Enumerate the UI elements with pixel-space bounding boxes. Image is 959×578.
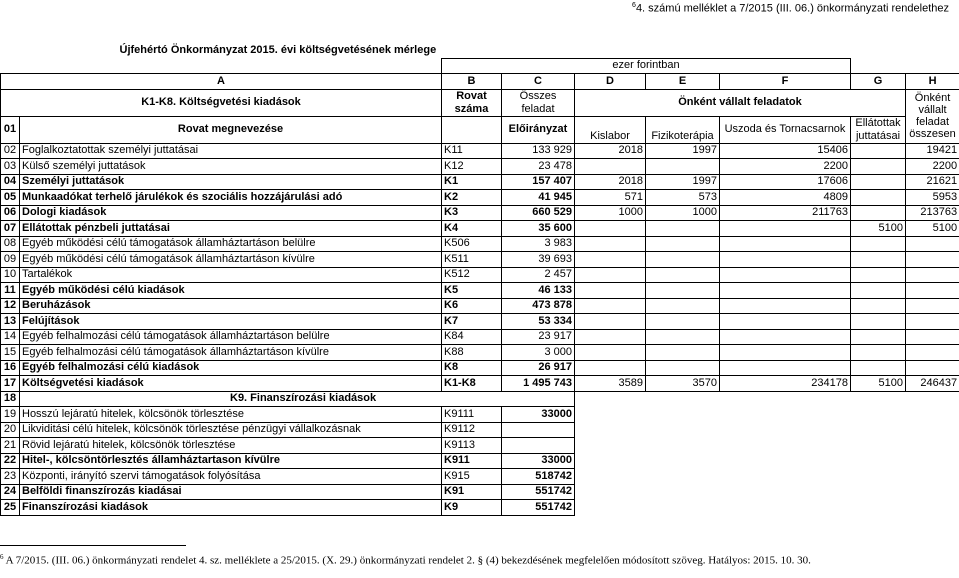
row-code: K9113 [442, 438, 502, 454]
row-name: Egyéb működési célú támogatások államháztartáson belülre [20, 236, 442, 252]
row-code: K1 [442, 174, 502, 190]
row-onkent-total [906, 283, 959, 299]
row-number: 06 [1, 205, 20, 221]
empty-cell [906, 484, 959, 500]
row-code: K84 [442, 329, 502, 345]
row-kislabor: 2018 [575, 174, 646, 190]
empty-cell [906, 407, 959, 423]
row-code: K9112 [442, 422, 502, 438]
row-code: K88 [442, 345, 502, 361]
row-osszes: 133 929 [502, 143, 575, 159]
row-onkent-total [906, 267, 959, 283]
row-uszoda [720, 236, 851, 252]
row-uszoda: 15406 [720, 143, 851, 159]
row-osszes [502, 438, 575, 454]
row-code: K512 [442, 267, 502, 283]
row-code: K7 [442, 314, 502, 330]
row-osszes: 46 133 [502, 283, 575, 299]
row-name: Beruházások [20, 298, 442, 314]
empty-cell [906, 391, 959, 407]
osszes-header: Összes feladat [502, 89, 575, 116]
row-ellatottak [851, 252, 906, 268]
row-number: 05 [1, 190, 20, 206]
row-number: 23 [1, 469, 20, 485]
row-ellatottak [851, 236, 906, 252]
table-row [1, 236, 959, 252]
row-kislabor [575, 159, 646, 175]
footnote-divider [0, 545, 186, 546]
row-name: Hitel-, kölcsöntörlesztés államháztartason kívülre [20, 453, 442, 469]
section-heading: K1-K8. Költségvetési kiadások [1, 89, 442, 116]
rovat-szam-header: Rovat száma [442, 89, 502, 116]
row-ellatottak [851, 329, 906, 345]
row-osszes: 518742 [502, 469, 575, 485]
header-note [632, 2, 949, 15]
row-number: 03 [1, 159, 20, 175]
empty-cell [851, 422, 906, 438]
row-osszes: 2 457 [502, 267, 575, 283]
row-code: K506 [442, 236, 502, 252]
footnote-marker: 6 [0, 553, 4, 561]
empty-cell [646, 391, 720, 407]
row-name: Egyéb működési célú támogatások államháztartáson kívülre [20, 252, 442, 268]
row-number: 24 [1, 484, 20, 500]
empty-cell [720, 422, 851, 438]
col-letter-b: B [442, 74, 502, 90]
empty-cell [720, 453, 851, 469]
col-letter-h: H [906, 74, 959, 90]
row-name: Hosszú lejáratú hitelek, kölcsönök törlesztése [20, 407, 442, 423]
footnote [0, 550, 930, 568]
row-kislabor [575, 314, 646, 330]
ellatottak-header: Ellátottak juttatásai [851, 116, 906, 143]
empty-cell [575, 484, 646, 500]
row-osszes: 53 334 [502, 314, 575, 330]
row-name: Dologi kiadások [20, 205, 442, 221]
row-osszes: 33000 [502, 407, 575, 423]
row-osszes: 39 693 [502, 252, 575, 268]
fizikoterapia-header: Fizikoterápia [646, 116, 720, 143]
uszoda-header: Uszoda és Tornacsarnok [720, 116, 851, 143]
row-uszoda: 4809 [720, 190, 851, 206]
row-kislabor [575, 283, 646, 299]
row-uszoda [720, 329, 851, 345]
row-ellatottak [851, 283, 906, 299]
row-kislabor [575, 221, 646, 237]
row-fizikoterapia: 1997 [646, 174, 720, 190]
kislabor-header: Kislabor [575, 116, 646, 143]
row-name: Egyéb működési célú kiadások [20, 283, 442, 299]
row-osszes: 33000 [502, 453, 575, 469]
row-osszes: 35 600 [502, 221, 575, 237]
table-row [1, 376, 959, 392]
table-row [1, 298, 959, 314]
table-title: Újfehértó Önkormányzat 2015. évi költségvetésének mérlege [119, 43, 437, 56]
rovat-name-header: Rovat megnevezése [20, 116, 442, 143]
empty-cell [646, 469, 720, 485]
row-uszoda [720, 298, 851, 314]
row-onkent-total [906, 345, 959, 361]
row-osszes [502, 422, 575, 438]
row-osszes: 551742 [502, 500, 575, 516]
row-onkent-total [906, 360, 959, 376]
row-osszes: 23 917 [502, 329, 575, 345]
row-fizikoterapia [646, 236, 720, 252]
table-row [1, 283, 959, 299]
row-fizikoterapia [646, 298, 720, 314]
empty-cell [646, 453, 720, 469]
row-ellatottak [851, 190, 906, 206]
row-name: Likviditási célú hitelek, kölcsönök törlesztése pénzügyi vállalkozásnak [20, 422, 442, 438]
row-number: 08 [1, 236, 20, 252]
row-kislabor: 2018 [575, 143, 646, 159]
section2-row [1, 391, 959, 407]
row-fizikoterapia [646, 360, 720, 376]
row-onkent-total: 19421 [906, 143, 959, 159]
empty-cell [575, 438, 646, 454]
row-osszes: 23 478 [502, 159, 575, 175]
row-fizikoterapia [646, 314, 720, 330]
table-row [1, 360, 959, 376]
table-row [1, 407, 959, 423]
row-ellatottak [851, 205, 906, 221]
row-uszoda: 234178 [720, 376, 851, 392]
row-code: K511 [442, 252, 502, 268]
row-number: 25 [1, 500, 20, 516]
row-kislabor [575, 329, 646, 345]
row-kislabor: 3589 [575, 376, 646, 392]
section2-title: K9. Finanszírozási kiadások [20, 391, 575, 407]
row-number: 04 [1, 174, 20, 190]
row-fizikoterapia [646, 329, 720, 345]
row-code: K6 [442, 298, 502, 314]
row-osszes: 1 495 743 [502, 376, 575, 392]
empty-cell [575, 407, 646, 423]
empty-cell [851, 438, 906, 454]
table-row [1, 205, 959, 221]
row-number: 10 [1, 267, 20, 283]
table-row [1, 453, 959, 469]
row-number: 21 [1, 438, 20, 454]
table-row [1, 484, 959, 500]
empty-cell [575, 391, 646, 407]
empty-cell [906, 422, 959, 438]
row-number: 13 [1, 314, 20, 330]
empty-cell [575, 500, 646, 516]
row-onkent-total [906, 252, 959, 268]
table-row [1, 252, 959, 268]
row-name: Személyi juttatások [20, 174, 442, 190]
empty-cell [851, 453, 906, 469]
column-letters-row [1, 74, 959, 90]
empty-cell [906, 453, 959, 469]
empty-cell [575, 453, 646, 469]
row-osszes: 660 529 [502, 205, 575, 221]
row-uszoda [720, 221, 851, 237]
row-fizikoterapia: 573 [646, 190, 720, 206]
table-row [1, 500, 959, 516]
row-code: K5 [442, 283, 502, 299]
row-code: K911 [442, 453, 502, 469]
table-row [1, 221, 959, 237]
row-ellatottak [851, 314, 906, 330]
row-number: 11 [1, 283, 20, 299]
row-kislabor [575, 298, 646, 314]
col-letter-c: C [502, 74, 575, 90]
empty-cell [720, 484, 851, 500]
table-row [1, 469, 959, 485]
row-fizikoterapia [646, 267, 720, 283]
row-code-header: 01 [1, 116, 20, 143]
row-name: Költségvetési kiadások [20, 376, 442, 392]
col-letter-g: G [851, 74, 906, 90]
table-row [1, 159, 959, 175]
row-ellatottak [851, 143, 906, 159]
row-ellatottak [851, 345, 906, 361]
row-code: K91 [442, 484, 502, 500]
row-kislabor: 1000 [575, 205, 646, 221]
empty-cell [720, 407, 851, 423]
row-fizikoterapia [646, 221, 720, 237]
empty-cell [851, 484, 906, 500]
empty-cell [720, 438, 851, 454]
empty-cell [851, 469, 906, 485]
row-name: Külső személyi juttatások [20, 159, 442, 175]
row-kislabor [575, 236, 646, 252]
row-number: 16 [1, 360, 20, 376]
onkent-group-header: Önként vállalt feladatok [575, 89, 906, 116]
empty-cell [575, 469, 646, 485]
footnote-text: A 7/2015. (III. 06.) önkormányzati rendelet 4. sz. melléklete a 25/2015. (X. 29.) önkormányzati rendelet 2. § (4) bekezdésének megfelelően módosított szöveg. Hatályos: 2015. 10. 30. [5, 554, 811, 567]
budget-table [0, 43, 959, 516]
row-kislabor [575, 345, 646, 361]
row-number: 20 [1, 422, 20, 438]
row-uszoda: 211763 [720, 205, 851, 221]
row-fizikoterapia: 3570 [646, 376, 720, 392]
col-letter-f: F [720, 74, 851, 90]
row-name: Központi, irányító szervi támogatások folyósítása [20, 469, 442, 485]
row-uszoda [720, 314, 851, 330]
row-name: Belföldi finanszírozás kiadásai [20, 484, 442, 500]
row-fizikoterapia: 1997 [646, 143, 720, 159]
row-onkent-total [906, 329, 959, 345]
empty-cell [851, 391, 906, 407]
table-row [1, 314, 959, 330]
empty-cell [575, 422, 646, 438]
row-code: K2 [442, 190, 502, 206]
row-code: K9 [442, 500, 502, 516]
row-number: 12 [1, 298, 20, 314]
empty-cell [720, 469, 851, 485]
row-name: Egyéb felhalmozási célú támogatások államháztartáson belülre [20, 329, 442, 345]
row-fizikoterapia [646, 283, 720, 299]
row-name: Rövid lejáratú hitelek, kölcsönök törlesztése [20, 438, 442, 454]
row-osszes: 157 407 [502, 174, 575, 190]
table-row [1, 190, 959, 206]
header-note-marker: 6 [632, 2, 636, 9]
empty-cell [720, 391, 851, 407]
row-uszoda [720, 283, 851, 299]
row-number: 19 [1, 407, 20, 423]
row-kislabor [575, 252, 646, 268]
row-uszoda [720, 345, 851, 361]
row-onkent-total: 246437 [906, 376, 959, 392]
row-number: 09 [1, 252, 20, 268]
row-code: K915 [442, 469, 502, 485]
empty-cell [906, 469, 959, 485]
row-ellatottak: 5100 [851, 221, 906, 237]
row-osszes: 473 878 [502, 298, 575, 314]
row-ellatottak [851, 159, 906, 175]
empty-cell [906, 438, 959, 454]
row-onkent-total [906, 314, 959, 330]
onkent-total-header: Önként vállalt feladat összesen [906, 89, 959, 143]
row-fizikoterapia [646, 252, 720, 268]
row-osszes: 41 945 [502, 190, 575, 206]
row-uszoda [720, 252, 851, 268]
row-onkent-total: 21621 [906, 174, 959, 190]
row-osszes: 3 000 [502, 345, 575, 361]
row-code: K1-K8 [442, 376, 502, 392]
row-name: Egyéb felhalmozási célú támogatások államháztartáson kívülre [20, 345, 442, 361]
unit-label: ezer forintban [442, 58, 851, 74]
row-number: 22 [1, 453, 20, 469]
row-code: K12 [442, 159, 502, 175]
row-onkent-total [906, 236, 959, 252]
row-fizikoterapia [646, 345, 720, 361]
section2-number: 18 [1, 391, 20, 407]
row-ellatottak [851, 298, 906, 314]
row-ellatottak [851, 174, 906, 190]
row-name: Tartalékok [20, 267, 442, 283]
row-code: K8 [442, 360, 502, 376]
empty-cell [646, 438, 720, 454]
row-osszes: 551742 [502, 484, 575, 500]
row-ellatottak [851, 360, 906, 376]
row-code: K9111 [442, 407, 502, 423]
row-code: K3 [442, 205, 502, 221]
table-row [1, 438, 959, 454]
col-letter-e: E [646, 74, 720, 90]
row-fizikoterapia [646, 159, 720, 175]
table-row [1, 329, 959, 345]
row-uszoda [720, 267, 851, 283]
empty-cell [851, 500, 906, 516]
row-number: 14 [1, 329, 20, 345]
col-letter-a: A [1, 74, 442, 90]
row-onkent-total: 2200 [906, 159, 959, 175]
row-osszes: 26 917 [502, 360, 575, 376]
row-osszes: 3 983 [502, 236, 575, 252]
empty-cell [646, 407, 720, 423]
row-number: 02 [1, 143, 20, 159]
empty-cell [646, 422, 720, 438]
empty-cell [851, 407, 906, 423]
table-row [1, 345, 959, 361]
row-name: Felújítások [20, 314, 442, 330]
row-onkent-total: 5100 [906, 221, 959, 237]
row-number: 07 [1, 221, 20, 237]
table-row [1, 267, 959, 283]
row-onkent-total [906, 298, 959, 314]
row-uszoda [720, 360, 851, 376]
empty-cell [646, 500, 720, 516]
header-note-text: 4. számú melléklet a 7/2015 (III. 06.) önkormányzati rendelethez [635, 2, 949, 15]
table-row [1, 174, 959, 190]
row-ellatottak: 5100 [851, 376, 906, 392]
row-ellatottak [851, 267, 906, 283]
row-fizikoterapia: 1000 [646, 205, 720, 221]
row-name: Foglalkoztatottak személyi juttatásai [20, 143, 442, 159]
row-uszoda: 17606 [720, 174, 851, 190]
table-row [1, 422, 959, 438]
row-kislabor: 571 [575, 190, 646, 206]
row-code: K4 [442, 221, 502, 237]
empty-cell [906, 500, 959, 516]
row-number: 15 [1, 345, 20, 361]
row-code: K11 [442, 143, 502, 159]
empty-cell [720, 500, 851, 516]
row-name: Munkaadókat terhelő járulékok és szociális hozzájárulási adó [20, 190, 442, 206]
empty-cell [646, 484, 720, 500]
row-number: 17 [1, 376, 20, 392]
row-uszoda: 2200 [720, 159, 851, 175]
row-onkent-total: 213763 [906, 205, 959, 221]
eloiranyzat-header: Előirányzat [502, 116, 575, 143]
row-name: Egyéb felhalmozási célú kiadások [20, 360, 442, 376]
row-name: Ellátottak pénzbeli juttatásai [20, 221, 442, 237]
row-onkent-total: 5953 [906, 190, 959, 206]
row-kislabor [575, 360, 646, 376]
row-kislabor [575, 267, 646, 283]
table-row [1, 143, 959, 159]
col-letter-d: D [575, 74, 646, 90]
row-name: Finanszírozási kiadások [20, 500, 442, 516]
